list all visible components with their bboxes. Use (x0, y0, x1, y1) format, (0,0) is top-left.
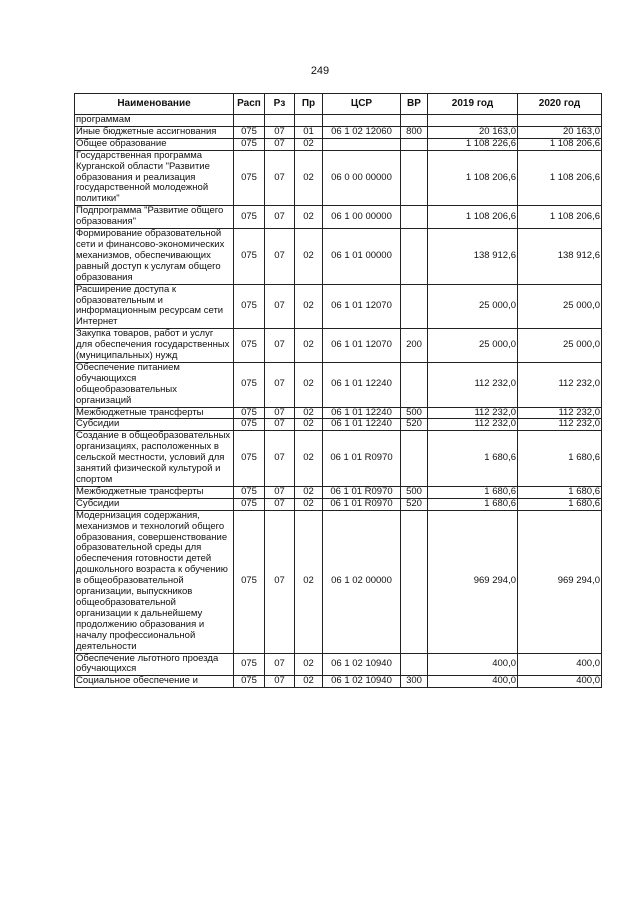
table-row (75, 676, 602, 688)
cell-rasp: 075 (234, 486, 265, 498)
cell-y2019: 400,0 (428, 676, 518, 688)
cell-y2019: 1 108 226,6 (428, 138, 518, 150)
cell-rz (265, 115, 295, 127)
cell-rz: 07 (265, 431, 295, 487)
cell-csr: 06 1 01 00000 (323, 229, 401, 285)
table-row (75, 229, 602, 285)
cell-rasp: 075 (234, 126, 265, 138)
cell-y2019: 969 294,0 (428, 510, 518, 653)
cell-rz: 07 (265, 138, 295, 150)
cell-pr: 02 (295, 419, 323, 431)
cell-rz: 07 (265, 284, 295, 329)
cell-rz: 07 (265, 486, 295, 498)
table-row (75, 150, 602, 206)
cell-rz: 07 (265, 510, 295, 653)
cell-vr (401, 138, 428, 150)
cell-vr (401, 150, 428, 206)
cell-name: Подпрограмма "Развитие общего образования" (75, 206, 234, 229)
cell-y2020 (518, 115, 602, 127)
cell-y2020: 400,0 (518, 653, 602, 676)
table-row (75, 431, 602, 487)
header-rz: Рз (265, 94, 295, 115)
cell-csr: 06 1 01 R0970 (323, 498, 401, 510)
header-csr: ЦСР (323, 94, 401, 115)
cell-pr (295, 115, 323, 127)
cell-y2020: 138 912,6 (518, 229, 602, 285)
cell-name: Государственная программа Курганской области "Развитие образования и реализация государственной молодежной политики" (75, 150, 234, 206)
cell-y2020: 25 000,0 (518, 284, 602, 329)
cell-y2020: 1 108 206,6 (518, 150, 602, 206)
cell-y2019: 1 680,6 (428, 431, 518, 487)
cell-y2020: 1 108 206,6 (518, 206, 602, 229)
cell-rz: 07 (265, 362, 295, 407)
cell-y2020: 1 680,6 (518, 431, 602, 487)
cell-name: Расширение доступа к образовательным и информационным ресурсам сети Интернет (75, 284, 234, 329)
cell-rz: 07 (265, 653, 295, 676)
cell-rasp: 075 (234, 362, 265, 407)
cell-rz: 07 (265, 676, 295, 688)
cell-y2019: 1 680,6 (428, 486, 518, 498)
header-name: Наименование (75, 94, 234, 115)
cell-pr: 02 (295, 431, 323, 487)
cell-csr: 06 1 02 00000 (323, 510, 401, 653)
cell-csr: 06 1 01 12240 (323, 419, 401, 431)
cell-y2020: 1 680,6 (518, 498, 602, 510)
cell-name: Создание в общеобразовательных организациях, расположенных в сельской местности, условий для занятий физической культурой и спортом (75, 431, 234, 487)
cell-rasp: 075 (234, 407, 265, 419)
cell-y2020: 1 680,6 (518, 486, 602, 498)
cell-name: Социальное обеспечение и (75, 676, 234, 688)
cell-csr: 06 1 01 12070 (323, 284, 401, 329)
cell-name: Межбюджетные трансферты (75, 407, 234, 419)
cell-rz: 07 (265, 498, 295, 510)
cell-pr: 02 (295, 498, 323, 510)
cell-vr (401, 362, 428, 407)
cell-pr: 02 (295, 676, 323, 688)
cell-y2019: 20 163,0 (428, 126, 518, 138)
cell-csr (323, 115, 401, 127)
cell-vr: 300 (401, 676, 428, 688)
cell-name: Обеспечение питанием обучающихся общеобразовательных организаций (75, 362, 234, 407)
cell-rz: 07 (265, 126, 295, 138)
cell-name: Обеспечение льготного проезда обучающихся (75, 653, 234, 676)
cell-vr (401, 653, 428, 676)
cell-vr: 800 (401, 126, 428, 138)
cell-pr: 02 (295, 407, 323, 419)
cell-y2019: 138 912,6 (428, 229, 518, 285)
table-row (75, 115, 602, 127)
cell-vr (401, 206, 428, 229)
budget-table (74, 93, 602, 688)
cell-name: Закупка товаров, работ и услуг для обеспечения государственных (муниципальных) нужд (75, 329, 234, 363)
cell-y2020: 112 232,0 (518, 362, 602, 407)
cell-rasp: 075 (234, 138, 265, 150)
cell-pr: 02 (295, 284, 323, 329)
table-row (75, 510, 602, 653)
cell-pr: 02 (295, 653, 323, 676)
cell-y2020: 400,0 (518, 676, 602, 688)
cell-rz: 07 (265, 229, 295, 285)
cell-rasp: 075 (234, 150, 265, 206)
cell-pr: 01 (295, 126, 323, 138)
cell-vr (401, 229, 428, 285)
cell-y2020: 969 294,0 (518, 510, 602, 653)
cell-y2020: 25 000,0 (518, 329, 602, 363)
table-row (75, 284, 602, 329)
cell-y2019 (428, 115, 518, 127)
header-pr: Пр (295, 94, 323, 115)
cell-rasp (234, 115, 265, 127)
cell-y2020: 112 232,0 (518, 407, 602, 419)
cell-rasp: 075 (234, 284, 265, 329)
cell-vr: 500 (401, 486, 428, 498)
cell-vr: 520 (401, 498, 428, 510)
cell-y2019: 112 232,0 (428, 407, 518, 419)
cell-name: Межбюджетные трансферты (75, 486, 234, 498)
cell-csr: 06 1 01 12240 (323, 407, 401, 419)
cell-y2019: 112 232,0 (428, 419, 518, 431)
cell-pr: 02 (295, 510, 323, 653)
cell-y2020: 1 108 206,6 (518, 138, 602, 150)
cell-vr: 500 (401, 407, 428, 419)
cell-csr: 06 1 02 10940 (323, 653, 401, 676)
cell-rasp: 075 (234, 419, 265, 431)
cell-y2019: 112 232,0 (428, 362, 518, 407)
cell-csr: 06 1 01 12070 (323, 329, 401, 363)
table-row (75, 362, 602, 407)
table-row (75, 329, 602, 363)
cell-name: Формирование образовательной сети и финансово-экономических механизмов, обеспечивающих равный доступ к услугам общего образования (75, 229, 234, 285)
cell-csr: 06 1 00 00000 (323, 206, 401, 229)
cell-csr: 06 1 01 R0970 (323, 486, 401, 498)
cell-rasp: 075 (234, 510, 265, 653)
cell-y2019: 400,0 (428, 653, 518, 676)
cell-pr: 02 (295, 138, 323, 150)
cell-rz: 07 (265, 329, 295, 363)
table-row (75, 407, 602, 419)
cell-y2019: 25 000,0 (428, 284, 518, 329)
cell-y2019: 1 108 206,6 (428, 206, 518, 229)
cell-name: Субсидии (75, 419, 234, 431)
table-row (75, 206, 602, 229)
cell-name: программам (75, 115, 234, 127)
header-2019: 2019 год (428, 94, 518, 115)
cell-name: Иные бюджетные ассигнования (75, 126, 234, 138)
cell-csr (323, 138, 401, 150)
table-body (75, 115, 602, 688)
cell-y2019: 1 680,6 (428, 498, 518, 510)
cell-vr (401, 115, 428, 127)
cell-vr (401, 431, 428, 487)
cell-name: Субсидии (75, 498, 234, 510)
table-row (75, 138, 602, 150)
cell-rasp: 075 (234, 431, 265, 487)
cell-csr: 06 1 02 12060 (323, 126, 401, 138)
cell-vr (401, 284, 428, 329)
cell-rasp: 075 (234, 653, 265, 676)
cell-rz: 07 (265, 407, 295, 419)
cell-pr: 02 (295, 486, 323, 498)
cell-pr: 02 (295, 150, 323, 206)
cell-rz: 07 (265, 150, 295, 206)
cell-rasp: 075 (234, 229, 265, 285)
table-row (75, 498, 602, 510)
cell-rz: 07 (265, 419, 295, 431)
table-row (75, 653, 602, 676)
cell-y2020: 20 163,0 (518, 126, 602, 138)
cell-csr: 06 1 02 10940 (323, 676, 401, 688)
cell-rasp: 075 (234, 329, 265, 363)
cell-rasp: 075 (234, 498, 265, 510)
cell-csr: 06 1 01 R0970 (323, 431, 401, 487)
cell-y2019: 1 108 206,6 (428, 150, 518, 206)
cell-y2019: 25 000,0 (428, 329, 518, 363)
cell-rasp: 075 (234, 676, 265, 688)
cell-rasp: 075 (234, 206, 265, 229)
cell-csr: 06 0 00 00000 (323, 150, 401, 206)
cell-vr: 200 (401, 329, 428, 363)
cell-name: Общее образование (75, 138, 234, 150)
table-row (75, 126, 602, 138)
cell-pr: 02 (295, 329, 323, 363)
cell-vr (401, 510, 428, 653)
cell-y2020: 112 232,0 (518, 419, 602, 431)
cell-rz: 07 (265, 206, 295, 229)
header-rasp: Расп (234, 94, 265, 115)
page-number: 249 (310, 65, 330, 77)
cell-csr: 06 1 01 12240 (323, 362, 401, 407)
table-row (75, 419, 602, 431)
cell-vr: 520 (401, 419, 428, 431)
cell-pr: 02 (295, 362, 323, 407)
cell-pr: 02 (295, 206, 323, 229)
header-2020: 2020 год (518, 94, 602, 115)
cell-pr: 02 (295, 229, 323, 285)
header-row (75, 94, 602, 115)
table-row (75, 486, 602, 498)
cell-name: Модернизация содержания, механизмов и технологий общего образования, совершенствование образовательной среды для обеспечения готовности детей дошкольного возраста к обучению в общеобразовательной организации, выпускников общеобразовательной организации к дальнейшему продолжению образования и началу профессиональной деятельности (75, 510, 234, 653)
header-vr: ВР (401, 94, 428, 115)
